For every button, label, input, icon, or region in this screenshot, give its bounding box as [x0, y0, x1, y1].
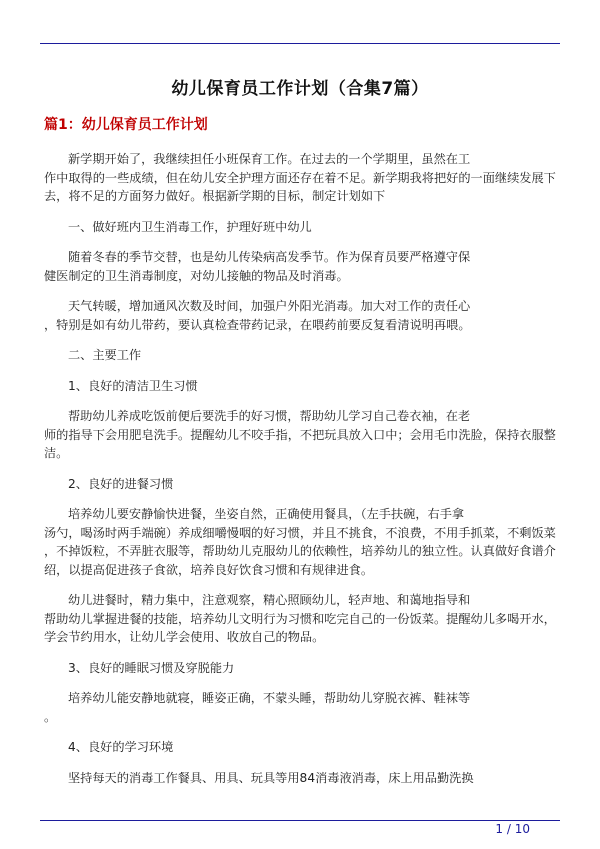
- paragraph: [44, 659, 558, 678]
- text-line: 帮助幼儿掌握进餐的技能，培养幼儿文明行为习惯和吃完自己的一份饭菜。提醒幼儿多喝开水，: [44, 611, 556, 626]
- text-line: ，特别是如有幼儿带药，要认真检查带药记录，在喂药前要反复看清说明再喂。: [44, 317, 471, 332]
- text-line: 汤勺，喝汤时两手端碗）养成细嚼慢咽的好习惯，并且不挑食，不浪费，不用手抓菜，不剩饭菜: [44, 525, 556, 540]
- section-heading: 篇1：幼儿保育员工作计划: [44, 117, 208, 133]
- text-line: 天气转暖，增加通风次数及时间，加强户外阳光消毒。加大对工作的责任心: [68, 299, 471, 313]
- text-line: 坚持每天的消毒工作餐具、用具、玩具等用84消毒液消毒，床上用品勤洗换: [68, 770, 474, 785]
- text-line: 培养幼儿要安静愉快进餐，坐姿自然，正确使用餐具，（左手扶碗，右手拿: [68, 507, 465, 521]
- document-title: 幼儿保育员工作计划（合集7篇）: [171, 79, 429, 99]
- paragraph: [44, 218, 558, 237]
- text-line: 培养幼儿能安静地就寝，睡姿正确，不蒙头睡，帮助幼儿穿脱衣裤、鞋袜等: [68, 691, 471, 705]
- paragraph: [44, 738, 558, 757]
- text-line: 4、良好的学习环境: [68, 740, 174, 754]
- text-line: 学会节约用水，让幼儿学会使用、收放自己的物品。: [44, 630, 325, 644]
- page-number: 1 / 10: [495, 822, 530, 836]
- text-line: 健医制定的卫生消毒制度，对幼儿接触的物品及时消毒。: [44, 268, 349, 283]
- text-line: ，不掉饭粒，不弄脏衣服等，帮助幼儿克服幼儿的依赖性，培养幼儿的独立性。认真做好食谱介: [44, 544, 556, 558]
- paragraph: [44, 591, 558, 647]
- paragraph: [44, 505, 558, 579]
- text-line: 2、良好的进餐习惯: [68, 476, 174, 491]
- text-line: 3、良好的睡眠习惯及穿脱能力: [68, 660, 235, 675]
- text-line: 幼儿进餐时，精力集中，注意观察，精心照顾幼儿，轻声地、和蔼地指导和: [68, 593, 471, 607]
- paragraph: [44, 150, 558, 206]
- footer-rule: [40, 820, 560, 821]
- paragraph: [44, 475, 558, 494]
- paragraph: [44, 297, 558, 334]
- text-line: 师的指导下会用肥皂洗手。提醒幼儿不咬手指，不把玩具放入口中；会用毛巾洗脸，保持衣服整: [44, 427, 556, 442]
- text-line: 去，将不足的方面努力做好。根据新学期的目标，制定计划如下: [44, 189, 386, 203]
- header-rule: [40, 43, 560, 44]
- paragraph: [44, 407, 558, 463]
- text-line: 绍，以提高促进孩子食欲，培养良好饮食习惯和有规律进食。: [44, 562, 374, 577]
- text-line: 二、主要工作: [68, 348, 142, 362]
- text-line: 新学期开始了，我继续担任小班保育工作。在过去的一个学期里，虽然在工: [68, 152, 471, 166]
- text-line: 作中取得的一些成绩，但在幼儿安全护理方面还存在着不足。新学期我将把好的一面继续发展下: [44, 170, 556, 185]
- paragraph: [44, 248, 558, 285]
- text-line: 一、做好班内卫生消毒工作，护理好班中幼儿: [68, 219, 312, 234]
- text-line: 洁。: [44, 446, 69, 460]
- text-line: 。: [44, 709, 57, 724]
- paragraph: [44, 689, 558, 726]
- text-line: 帮助幼儿养成吃饭前便后要洗手的好习惯，帮助幼儿学习自己卷衣袖，在老: [68, 409, 471, 423]
- text-line: 随着冬春的季节交替，也是幼儿传染病高发季节。作为保育员要严格遵守保: [68, 250, 471, 264]
- paragraph: [44, 346, 558, 365]
- paragraph: [44, 769, 558, 788]
- paragraph: [44, 377, 558, 396]
- text-line: 1、良好的清洁卫生习惯: [68, 378, 198, 393]
- document-body: [44, 150, 558, 799]
